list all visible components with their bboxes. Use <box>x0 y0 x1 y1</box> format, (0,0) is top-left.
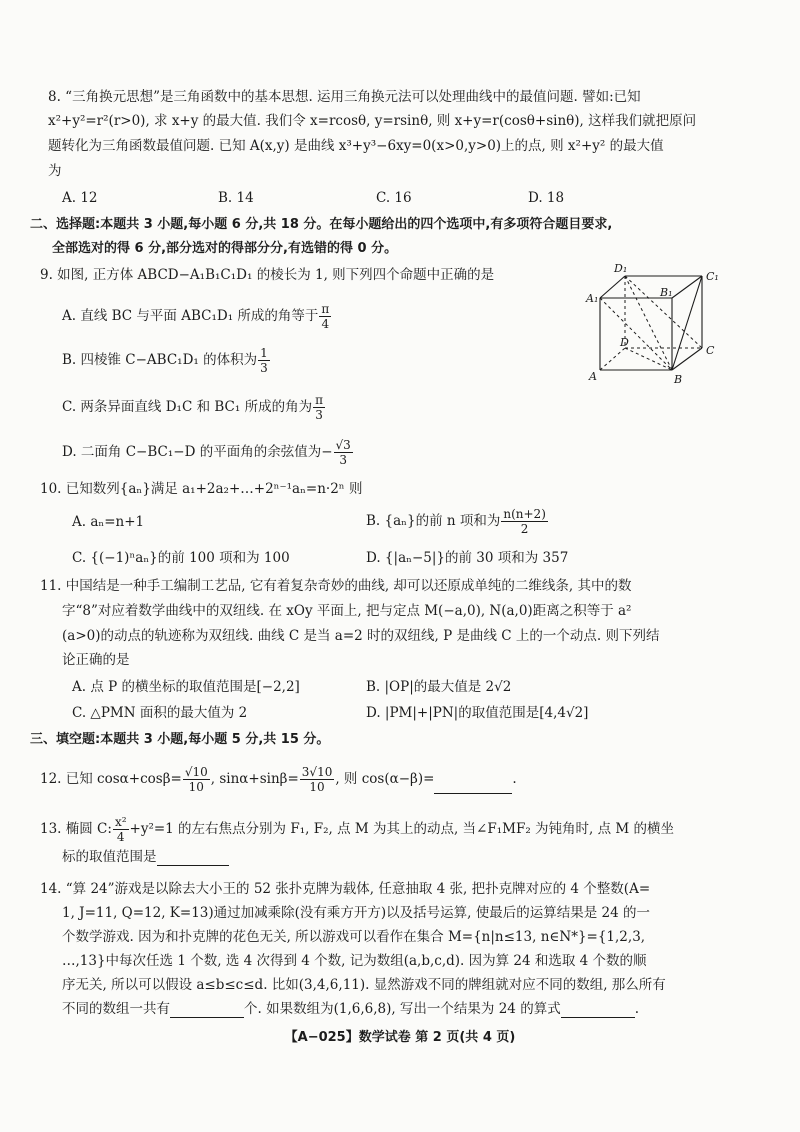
label-a: A <box>589 370 597 383</box>
label-c: C <box>706 344 715 357</box>
q10-option-d: D. {|aₙ−5|}的前 30 项和为 357 <box>366 550 569 566</box>
section-2-instructions: 全部选对的得 6 分,部分选对的得部分分,有选错的得 0 分。 <box>52 241 398 256</box>
q13-line-1: 13. 椭圆 C: $\frac{\text{x²}}{4}$ +y²=1 的左右焦点分别为 F₁, F₂, 点 M 为其上的动点, 当∠F₁MF₂ 为钝角时, 点 M 的横坐 <box>40 815 675 844</box>
q9-option-b: B. 四棱锥 C−ABC₁D₁ 的体积为 $\frac{1}{3}$ <box>62 346 268 375</box>
section-3-heading: 三、填空题:本题共 3 小题,每小题 5 分,共 15 分。 <box>30 732 330 747</box>
label-b: B <box>674 373 683 386</box>
q10-stem: 10. 已知数列{aₙ}满足 a₁+2a₂+…+2ⁿ⁻¹aₙ=n·2ⁿ 则 <box>40 481 363 497</box>
q11-option-b: B. |OP|的最大值是 2√2 <box>366 679 512 695</box>
q8-option-a: A. 12 <box>62 190 98 206</box>
q11-option-d: D. |PM|+|PN|的取值范围是[4,4√2] <box>366 705 589 721</box>
q10-option-c: C. {(−1)ⁿaₙ}的前 100 项和为 100 <box>72 550 290 566</box>
q9-option-a: A. 直线 BC 与平面 ABC₁D₁ 所成的角等于 $\frac{\pi}{4}$ <box>62 302 330 331</box>
q9-option-c: C. 两条异面直线 D₁C 和 BC₁ 所成的角为 $\frac{\pi}{3}$ <box>62 393 323 422</box>
q8-option-c: C. 16 <box>376 190 412 206</box>
q8-line-3: 题转化为三角函数最值问题. 已知 A(x,y) 是曲线 x³+y³−6xy=0(x>0,y>0)上的点, 则 x²+y² 的最大值 <box>48 138 664 154</box>
q13-line-2: 标的取值范围是 <box>62 848 229 866</box>
q14-line-4: …,13}中每次任选 1 个数, 选 4 次得到 4 个数, 记为数组(a,b,c,d). 因为算 24 和选取 4 个数的顺 <box>62 953 647 969</box>
q14-answer-blank-2[interactable] <box>561 1017 635 1018</box>
label-b1: B₁ <box>660 286 673 299</box>
q11-line-2: 字“8”对应着数学曲线中的双纽线. 在 xOy 平面上, 把与定点 M(−a,0), N(a,0)距离之积等于 a² <box>62 603 632 619</box>
q10-option-b: B. {aₙ}的前 n 项和为 $\frac{n(n+2)}{2}$ <box>366 507 546 536</box>
q11-line-3: (a>0)的动点的轨迹称为双纽线. 曲线 C 是当 a=2 时的双纽线, P 是曲线 C 上的一个动点. 则下列结 <box>62 628 660 644</box>
q9-stem: 9. 如图, 正方体 ABCD−A₁B₁C₁D₁ 的棱长为 1, 则下列四个命题中正确的是 <box>40 267 495 283</box>
q14-line-2: 1, J=11, Q=12, K=13)通过加减乘除(没有乘方开方)以及括号运算, 使最后的运算结果是 24 的一 <box>62 905 651 921</box>
label-a1: A₁ <box>586 292 599 305</box>
cube-figure <box>580 258 730 388</box>
q8-option-b: B. 14 <box>218 190 254 206</box>
label-d1: D₁ <box>614 262 628 275</box>
q9-option-d: D. 二面角 C−BC₁−D 的平面角的余弦值为− $\frac{√3}{3}$ <box>62 438 351 467</box>
q14-line-1: 14. “算 24”游戏是以除去大小王的 52 张扑克牌为载体, 任意抽取 4 张, 把扑克牌对应的 4 个整数(A= <box>40 881 651 897</box>
q8-line-4: 为 <box>48 163 62 179</box>
q11-option-c: C. △PMN 面积的最大值为 2 <box>72 705 248 721</box>
section-2-heading: 二、选择题:本题共 3 小题,每小题 6 分,共 18 分。在每小题给出的四个选项中,有多项符合题目要求, <box>30 217 613 232</box>
label-c1: C₁ <box>706 270 719 283</box>
q11-option-a: A. 点 P 的横坐标的取值范围是[−2,2] <box>72 679 300 695</box>
q14-line-6: 不同的数组一共有 个. 如果数组为(1,6,6,8), 写出一个结果为 24 的算式 . <box>62 1001 639 1017</box>
q10-option-a: A. aₙ=n+1 <box>72 514 145 530</box>
q14-line-5: 序无关, 所以可以假设 a≤b≤c≤d. 比如(3,4,6,11). 显然游戏不同的牌组就对应不同的数组, 那么所有 <box>62 977 666 993</box>
q14-line-3: 个数学游戏. 因为和扑克牌的花色无关, 所以游戏可以看作在集合 M={n|n≤13, n∈N*}={1,2,3, <box>62 929 646 945</box>
q12-stem: 12. 已知 cosα+cosβ= $\frac{√10}{10}$ , sinα+sinβ= $\frac{3√10}{10}$ , 则 cos(α−β)= . <box>40 765 517 794</box>
q14-answer-blank-1[interactable] <box>170 1017 244 1018</box>
q12-answer-blank[interactable] <box>434 793 512 794</box>
q8-line-1: 8. “三角换元思想”是三角函数中的基本思想. 运用三角换元法可以处理曲线中的最值问题. 譬如:已知 <box>48 89 641 105</box>
label-d: D <box>620 336 629 349</box>
page-footer: 【A−025】数学试卷 第 2 页(共 4 页) <box>284 1030 516 1045</box>
q8-option-d: D. 18 <box>528 190 565 206</box>
q11-line-4: 论正确的是 <box>62 652 130 668</box>
q13-answer-blank[interactable] <box>157 865 229 866</box>
q8-line-2: x²+y²=r²(r>0), 求 x+y 的最大值. 我们令 x=rcosθ, y=rsinθ, 则 x+y=r(cosθ+sinθ), 这样我们就把原问 <box>48 113 697 129</box>
q11-line-1: 11. 中国结是一种手工编制工艺品, 它有着复杂奇妙的曲线, 却可以还原成单纯的二维线条, 其中的数 <box>40 578 632 594</box>
